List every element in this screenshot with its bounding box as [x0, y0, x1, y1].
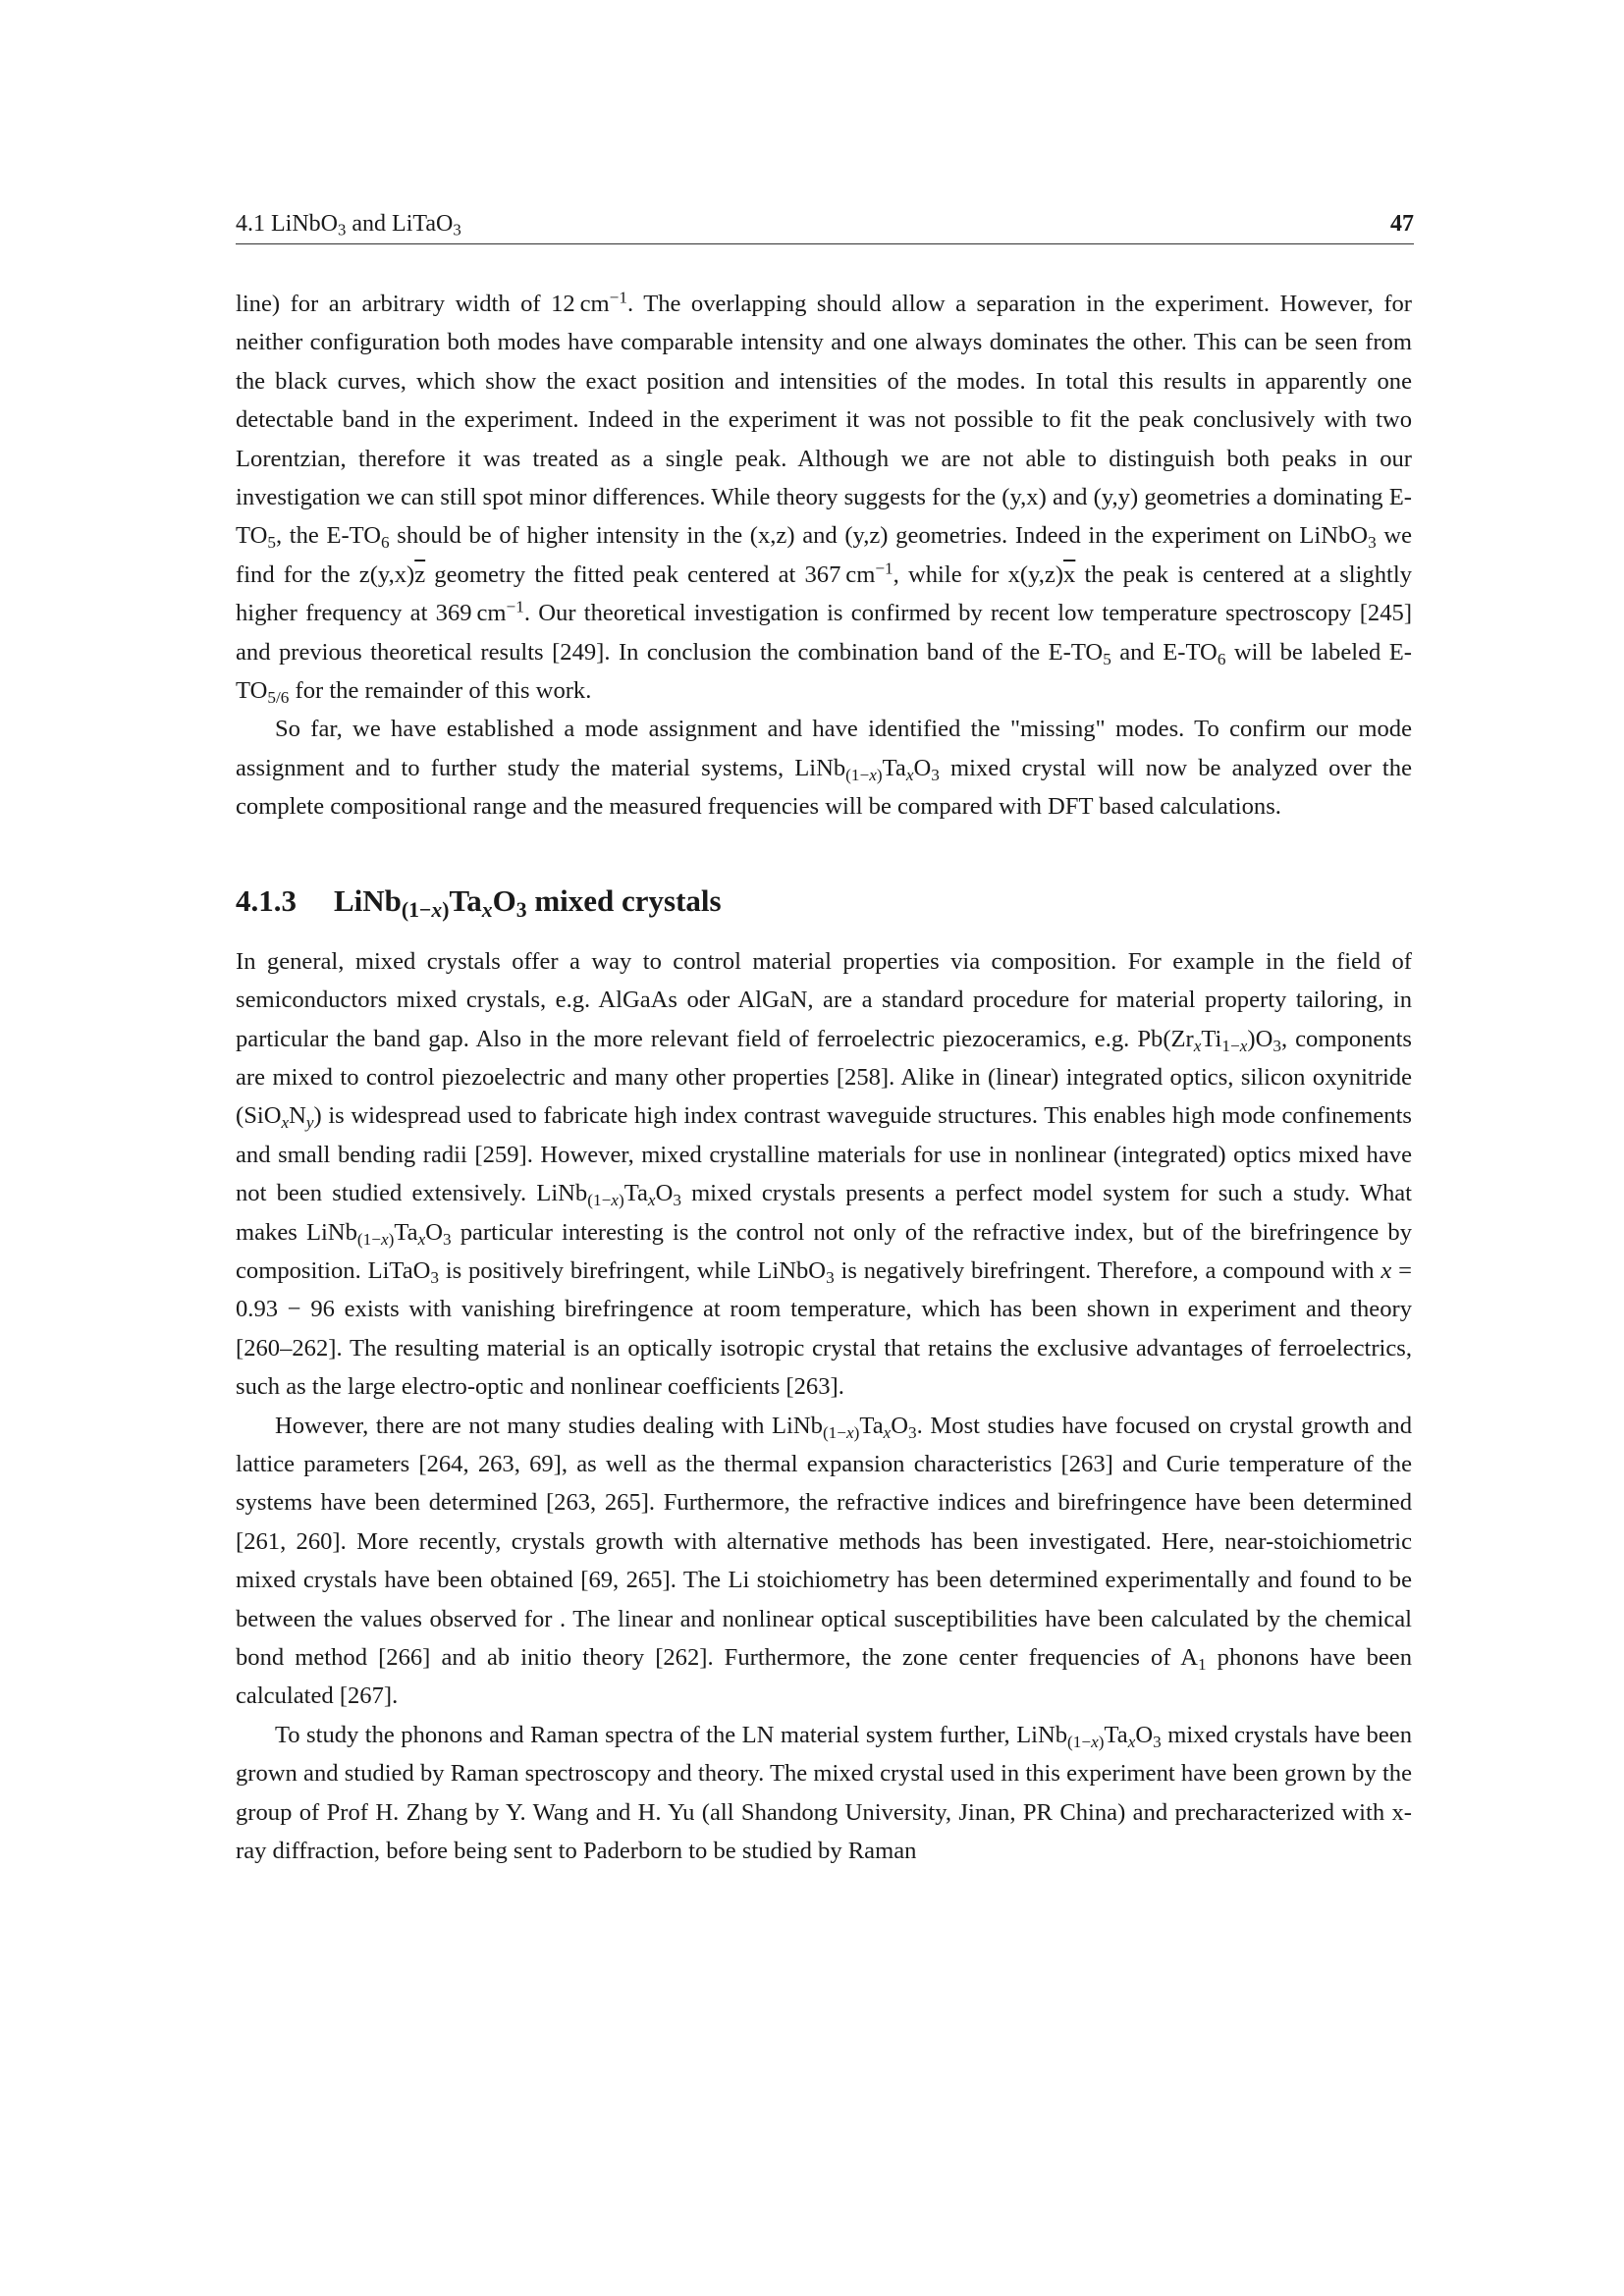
page-body	[236, 285, 1412, 1870]
section-title: 4.1 LiNbO$_3$ and LiTaO$_3$	[236, 211, 461, 240]
section-heading	[236, 881, 1412, 921]
paragraph-5: To study the phonons and Raman spectra of the LN material system further, $LiNb_{(1-x)}Ta_xO_3$ mixed crystals have been grown and studied by Raman spectroscopy and theory. The mixed crystal used in this experiment have been grown by the group of Prof H. Zhang by Y. Wang and H. Yu (all Shandong University, Jinan, PR China) and precharacterized with x-ray diffraction, before being sent to Paderborn to be studied by Raman	[236, 1721, 1412, 1865]
heading-title: $LiNb_{(1-x)}Ta_xO_3$ mixed crystals	[334, 882, 722, 922]
running-header	[236, 210, 1414, 244]
paragraph-2: So far, we have established a mode assignment and have identified the "missing" modes. To confirm our mode assignment and to further study the material systems, $LiNb_{(1-x)}Ta_xO_3$ mixed crystal will now be analyzed over the complete compositional range and the measured frequencies will be compared with DFT based calculations.	[236, 716, 1412, 821]
paragraph-1: line) for an arbitrary width of 12 $cm^{-1}$. The overlapping should allow a separation in the experiment. However, for neither configuration both modes have comparable intensity and one always dominates the other. This can be seen from the black curves, which show the exact position and intensities of the modes. In total this results in apparently one detectable band in the experiment. Indeed in the experiment it was not possible to fit the peak conclusively with two Lorentzian, therefore it was treated as a single peak. Although we are not able to distinguish both peaks in our investigation we can still spot minor differences. While theory suggests for the (y,x) and (y,y) geometries a dominating $E-TO_5$, the $E-TO_6$ should be of higher intensity in the (x,z) and (y,z) geometries. Indeed in the experiment on LiNbO$_3$ we find for the $z(y,x)\overline{z}$ geometry the fitted peak centered at 367 $cm^{-1}$, while for $x(y,z)\overline{x}$ the peak is centered at a slightly higher frequency at 369 $cm^{-1}$. Our theoretical investigation is confirmed by recent low temperature spectroscopy [245] and previous theoretical results [249]. In conclusion the combination band of the $E-TO_5$ and $E-TO_6$ will be labeled $E-TO_{5/6}$ for the remainder of this work.	[236, 288, 1413, 707]
paragraph-3: In general, mixed crystals offer a way to control material properties via composition. For example in the field of semiconductors mixed crystals, e.g. AlGaAs oder AlGaN, are a standard procedure for material property tailoring, in particular the band gap. Also in the more relevant field of ferroelectric piezoceramics, e.g. $Pb(Zr_xTi_{1-x})O_3$, components are mixed to control piezoelectric and many other properties [258]. Alike in (linear) integrated optics, silicon oxynitride $(SiO_xN_y)$ is widespread used to fabricate high index contrast waveguide structures. This enables high mode confinements and small bending radii [259]. However, mixed crystalline materials for use in nonlinear (integrated) optics mixed have not been studied extensively. $LiNb_{(1-x)}Ta_xO_3$ mixed crystals presents a perfect model system for such a study. What makes $LiNb_{(1-x)}Ta_xO_3$ particular interesting is the control not only of the refractive index, but of the birefringence by composition. LiTaO$_3$ is positively birefringent, while LiNbO$_3$ is negatively birefringent. Therefore, a compound with x = 0.93 − 96 exists with vanishing birefringence at room temperature, which has been shown in experiment and theory [260–262]. The resulting material is an optically isotropic crystal that retains the exclusive advantages of ferroelectrics, such as the large electro-optic and nonlinear coefficients [263].	[236, 947, 1413, 1401]
paragraph-4: However, there are not many studies dealing with $LiNb_{(1-x)}Ta_xO_3$. Most studies have focused on crystal growth and lattice parameters [264, 263, 69], as well as the thermal expansion characteristics [263] and Curie temperature of the systems have been determined [263, 265]. Furthermore, the refractive indices and birefringence have been determined [261, 260]. More recently, crystals growth with alternative methods has been investigated. Here, near-stoichiometric mixed crystals have been obtained [69, 265]. The Li stoichiometry has been determined experimentally and found to be between the values observed for . The linear and nonlinear optical susceptibilities have been calculated by the chemical bond method [266] and ab initio theory [262]. Furthermore, the zone center frequencies of $A_1$ phonons have been calculated [267].	[236, 1412, 1412, 1710]
heading-number: 4.1.3	[236, 882, 297, 918]
page-number: 47	[1390, 211, 1414, 237]
